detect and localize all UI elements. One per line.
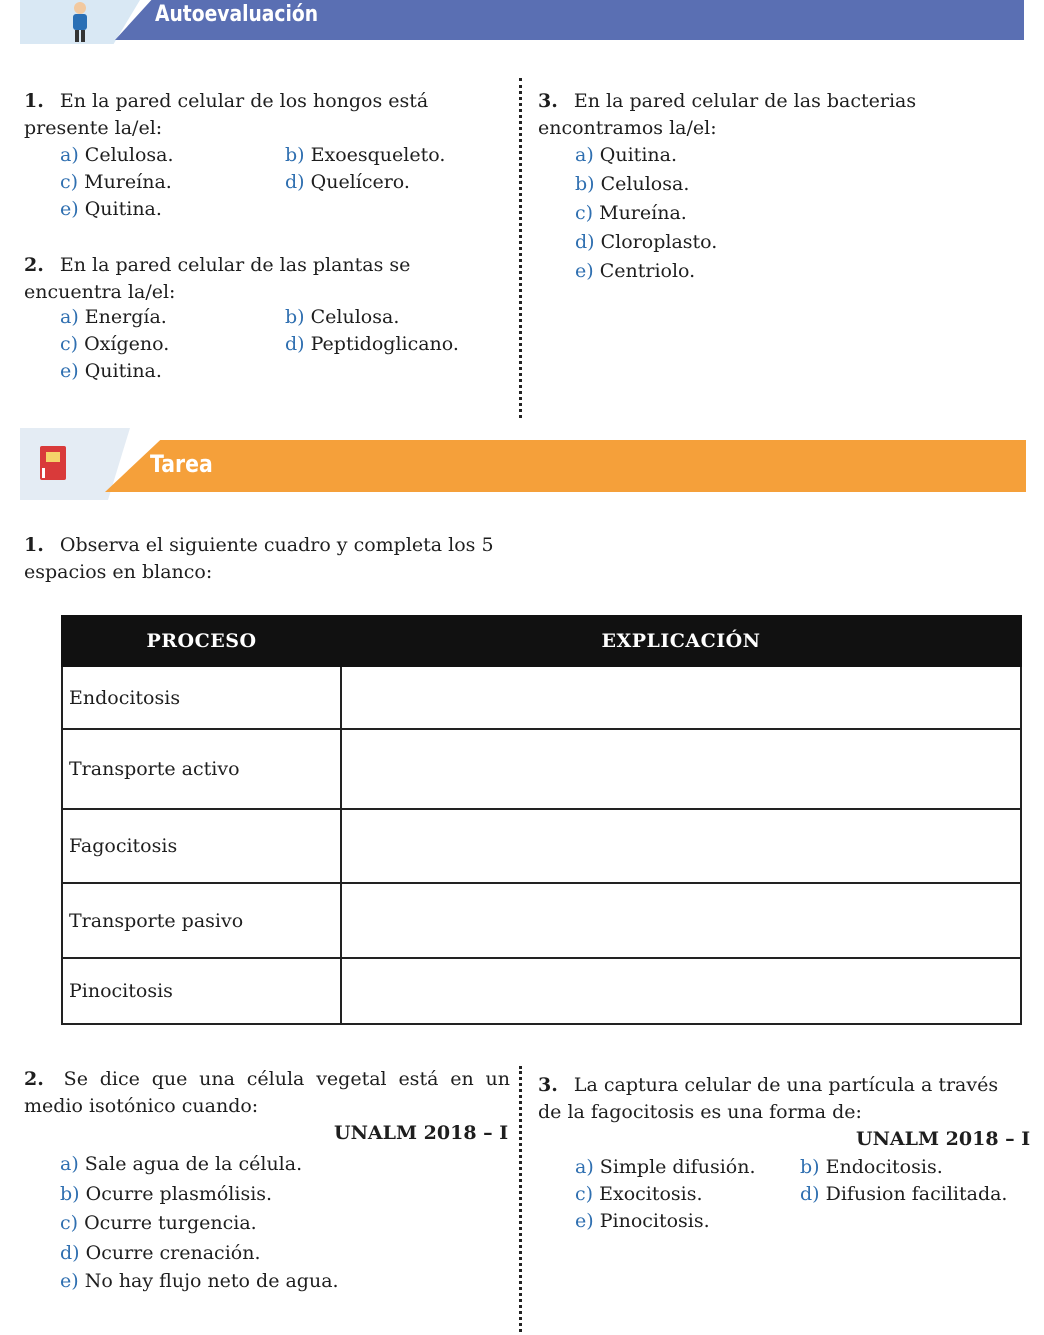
question-number: 2. <box>24 1068 44 1090</box>
question-text: En la pared celular de las plantas se encuentra la/el: <box>24 254 411 303</box>
option-d: d) Ocurre crenación. <box>60 1242 261 1264</box>
question-text: En la pared celular de las bacterias encontramos la/el: <box>538 90 917 139</box>
option-b: b) Celulosa. <box>285 306 400 328</box>
option-e: e) Centriolo. <box>575 260 696 282</box>
question-text: En la pared celular de los hongos está presente la/el: <box>24 90 429 139</box>
option-e: e) No hay flujo neto de agua. <box>60 1270 339 1292</box>
option-b: b) Exoesqueleto. <box>285 144 446 166</box>
explanation-blank[interactable] <box>341 666 1021 729</box>
explanation-blank[interactable] <box>341 883 1021 958</box>
option-d: d) Peptidoglicano. <box>285 333 459 355</box>
student-figure-icon <box>62 0 98 44</box>
option-b: b) Celulosa. <box>575 173 690 195</box>
question-number: 3. <box>538 90 558 112</box>
column-divider <box>519 78 522 418</box>
option-d: d) Quelícero. <box>285 171 410 193</box>
tarea-question-2 <box>24 1066 510 1120</box>
option-e: e) Quitina. <box>60 360 162 382</box>
option-b: b) Endocitosis. <box>800 1156 943 1178</box>
question-1 <box>24 88 514 142</box>
question-2 <box>24 252 514 306</box>
option-a: a) Quitina. <box>575 144 678 166</box>
process-table <box>61 615 1022 1025</box>
header-proceso: PROCESO <box>62 616 341 666</box>
question-number: 1. <box>24 90 44 112</box>
option-d: d) Difusion facilitada. <box>800 1183 1008 1205</box>
question-3 <box>538 88 1026 142</box>
question-text: Se dice que una célula vegetal está en un medio isotónico cuando: <box>24 1068 510 1117</box>
table-row <box>62 809 1021 883</box>
tarea-title: Tarea <box>150 450 213 478</box>
option-a: a) Energía. <box>60 306 167 328</box>
autoevaluacion-banner <box>20 0 1024 40</box>
banner-bar <box>105 440 1026 492</box>
option-c: c) Oxígeno. <box>60 333 170 355</box>
explanation-blank[interactable] <box>341 729 1021 809</box>
table-row <box>62 666 1021 729</box>
option-e: e) Quitina. <box>60 198 162 220</box>
question-text: Observa el siguiente cuadro y completa los 5 espacios en blanco: <box>24 534 494 583</box>
question-number: 2. <box>24 254 44 276</box>
question-text: La captura celular de una partícula a través de la fagocitosis es una forma de: <box>538 1074 999 1123</box>
option-a: a) Sale agua de la célula. <box>60 1153 303 1175</box>
table-row <box>62 729 1021 809</box>
header-explicacion: EXPLICACIÓN <box>341 616 1021 666</box>
explanation-blank[interactable] <box>341 809 1021 883</box>
tarea-question-1 <box>24 532 514 586</box>
question-number: 3. <box>538 1074 558 1096</box>
tarea-banner <box>20 428 1026 500</box>
tarea-question-3 <box>538 1072 1024 1126</box>
exam-source: UNALM 2018 – I <box>856 1128 1031 1150</box>
option-b: b) Ocurre plasmólisis. <box>60 1183 273 1205</box>
process-name: Pinocitosis <box>62 958 341 1024</box>
option-a: a) Celulosa. <box>60 144 174 166</box>
column-divider <box>519 1066 522 1332</box>
explanation-blank[interactable] <box>341 958 1021 1024</box>
homework-book-icon <box>38 444 68 484</box>
option-d: d) Cloroplasto. <box>575 231 718 253</box>
process-name: Endocitosis <box>62 666 341 729</box>
option-c: c) Exocitosis. <box>575 1183 703 1205</box>
option-c: c) Mureína. <box>60 171 172 193</box>
table-row <box>62 883 1021 958</box>
autoevaluacion-title: Autoevaluación <box>155 2 319 27</box>
question-number: 1. <box>24 534 44 556</box>
exam-source: UNALM 2018 – I <box>334 1122 509 1144</box>
option-c: c) Mureína. <box>575 202 687 224</box>
process-name: Transporte activo <box>62 729 341 809</box>
process-name: Transporte pasivo <box>62 883 341 958</box>
process-name: Fagocitosis <box>62 809 341 883</box>
option-c: c) Ocurre turgencia. <box>60 1212 257 1234</box>
option-a: a) Simple difusión. <box>575 1156 756 1178</box>
option-e: e) Pinocitosis. <box>575 1210 710 1232</box>
table-row <box>62 958 1021 1024</box>
